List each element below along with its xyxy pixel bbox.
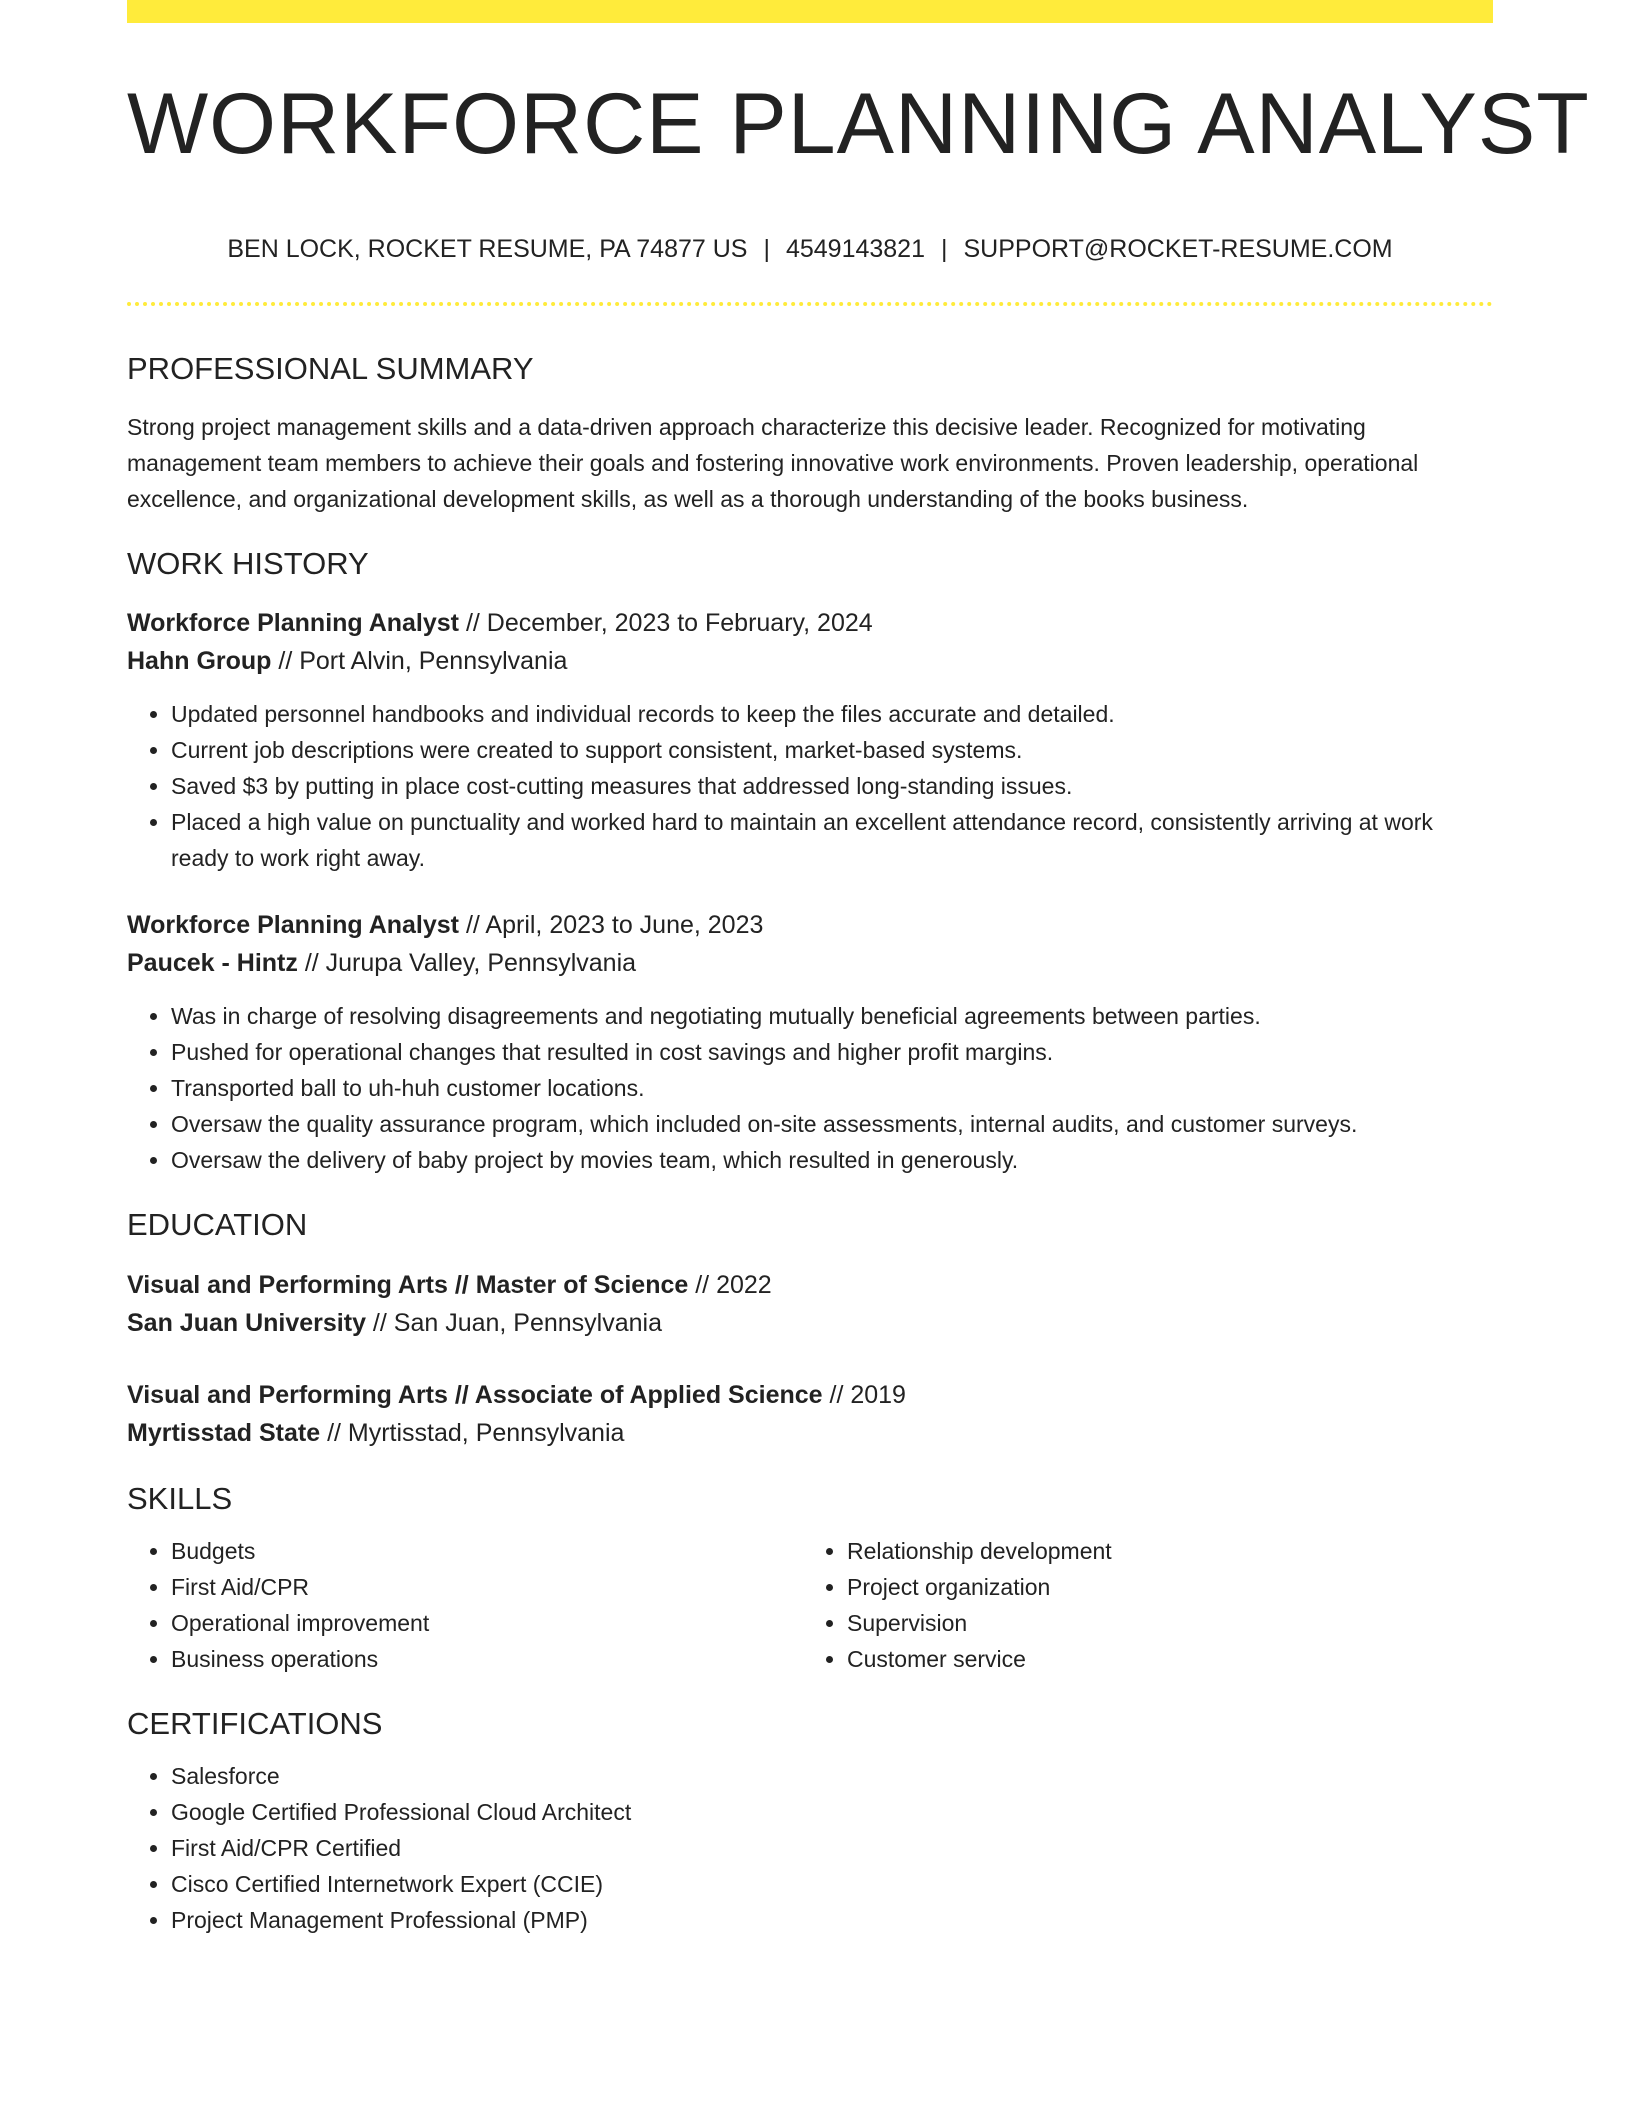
job-title: Workforce Planning Analyst [127, 911, 460, 940]
education-heading: EDUCATION [127, 1207, 308, 1243]
job-bullets [127, 998, 1493, 1178]
list-item: • Updated personnel handbooks and individual records to keep the files accurate and detailed. [171, 696, 1493, 732]
list-item: • Project organization [847, 1569, 1477, 1605]
degree-name: Visual and Performing Arts // Master of Science [127, 1270, 689, 1299]
list-item: • Budgets [171, 1533, 801, 1569]
list-item: • Customer service [847, 1641, 1477, 1677]
school-name: Myrtisstad State [127, 1418, 321, 1447]
list-item: • Operational improvement [171, 1605, 801, 1641]
job-entry [127, 906, 1493, 1178]
degree-line [127, 1266, 1493, 1304]
certifications-list [127, 1758, 1493, 1938]
contact-address: BEN LOCK, ROCKET RESUME, PA 74877 US [227, 235, 748, 263]
skills-heading: SKILLS [127, 1480, 233, 1516]
work-history-heading: WORK HISTORY [127, 546, 369, 582]
contact-email: SUPPORT@ROCKET-RESUME.COM [963, 235, 1393, 263]
contact-separator: | [941, 235, 948, 263]
skills-list-right [801, 1533, 1477, 1677]
degree-line [127, 1376, 1493, 1414]
job-company-line [127, 642, 1493, 680]
job-company: Hahn Group [127, 647, 272, 676]
summary-heading: PROFESSIONAL SUMMARY [127, 351, 534, 386]
list-item: • Was in charge of resolving disagreements and negotiating mutually beneficial agreements between parties. [171, 998, 1493, 1034]
list-item: • Current job descriptions were created to support consistent, market-based systems. [171, 732, 1493, 768]
contact-separator: | [763, 235, 770, 263]
contact-line [127, 235, 1493, 264]
certifications-heading: CERTIFICATIONS [127, 1705, 383, 1741]
school-line [127, 1414, 1493, 1452]
job-company-line [127, 944, 1493, 982]
job-entry [127, 604, 1493, 876]
list-item: • First Aid/CPR Certified [171, 1830, 1493, 1866]
list-item: • Relationship development [847, 1533, 1477, 1569]
list-item: • Saved $3 by putting in place cost-cutting measures that addressed long-standing issues. [171, 768, 1493, 804]
list-item: • Pushed for operational changes that resulted in cost savings and higher profit margins. [171, 1034, 1493, 1070]
summary-text: Strong project management skills and a data-driven approach characterize this decisive leader. Recognized for motivating management team members to achieve their goals and fostering innovative work environments. Proven leadership, operational excellence, and organizational development skills, as well as a thorough understanding of the books business. [127, 414, 1419, 513]
resume-page [127, 0, 1590, 1938]
list-item: • Project Management Professional (PMP) [171, 1902, 1493, 1938]
degree-year: // 2019 [822, 1380, 906, 1409]
job-bullets [127, 696, 1493, 876]
list-item: • Placed a high value on punctuality and worked hard to maintain an excellent attendance record, consistently arriving at work ready to work right away. [171, 804, 1493, 876]
degree-year: // 2022 [688, 1270, 772, 1299]
list-item: • Business operations [171, 1641, 801, 1677]
job-title-line [127, 906, 1493, 944]
job-title-line [127, 604, 1493, 642]
list-item: • Oversaw the quality assurance program, which included on-site assessments, internal audits, and customer surveys. [171, 1106, 1493, 1142]
job-dates: // December, 2023 to February, 2024 [459, 609, 873, 638]
school-location: // Myrtisstad, Pennsylvania [320, 1418, 625, 1447]
accent-top-bar [127, 0, 1493, 23]
list-item: • Salesforce [171, 1758, 1493, 1794]
degree-name: Visual and Performing Arts // Associate of Applied Science [127, 1380, 823, 1409]
school-line [127, 1304, 1493, 1342]
list-item: • Google Certified Professional Cloud Architect [171, 1794, 1493, 1830]
list-item: • Transported ball to uh-huh customer locations. [171, 1070, 1493, 1106]
job-title: Workforce Planning Analyst [127, 609, 460, 638]
job-location: // Port Alvin, Pennsylvania [271, 647, 568, 676]
contact-phone: 4549143821 [785, 235, 925, 263]
job-dates: // April, 2023 to June, 2023 [459, 911, 764, 940]
list-item: • First Aid/CPR [171, 1569, 801, 1605]
education-entry [127, 1266, 1493, 1342]
job-location: // Jurupa Valley, Pennsylvania [297, 949, 637, 978]
school-name: San Juan University [127, 1308, 366, 1337]
skills-grid [127, 1533, 1493, 1677]
list-item: • Oversaw the delivery of baby project by movies team, which resulted in generously. [171, 1142, 1493, 1178]
job-company: Paucek - Hintz [127, 949, 298, 978]
education-entry [127, 1376, 1493, 1452]
dotted-divider [127, 302, 1493, 306]
school-location: // San Juan, Pennsylvania [365, 1308, 663, 1337]
resume-title: WORKFORCE PLANNING ANALYST [127, 76, 1590, 172]
list-item: • Cisco Certified Internetwork Expert (CCIE) [171, 1866, 1493, 1902]
skills-list-left [127, 1533, 801, 1677]
list-item: • Supervision [847, 1605, 1477, 1641]
